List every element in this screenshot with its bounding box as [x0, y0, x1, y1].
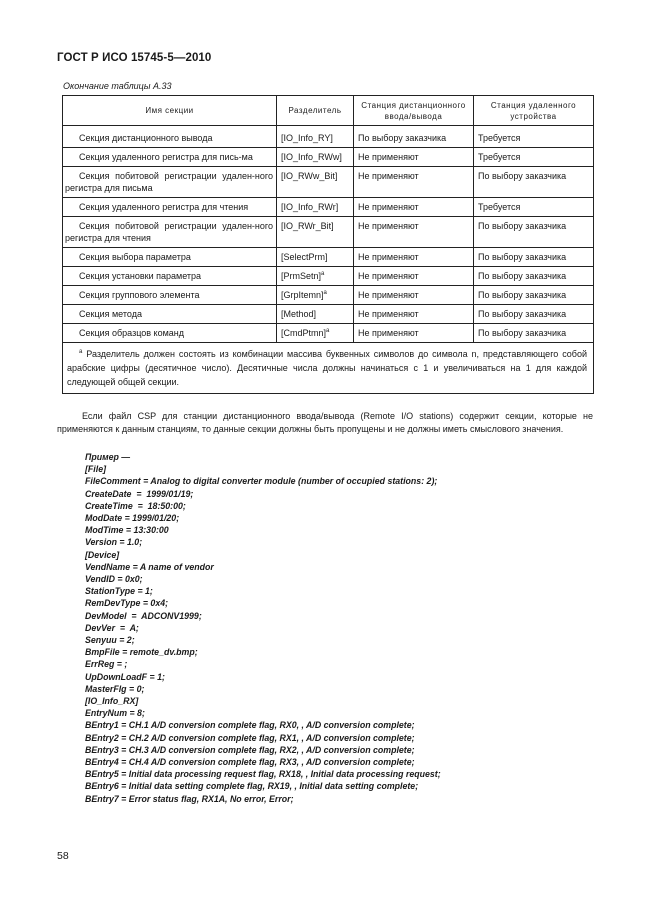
sections-table [62, 95, 594, 394]
column-header: Имя секции [63, 96, 277, 126]
table-caption: Окончание таблицы А.33 [63, 81, 172, 91]
code-line: BEntry7 = Error status flag, RX1A, No error, Error; [85, 793, 294, 804]
code-line: BEntry2 = CH.2 A/D conversion complete flag, RX1, , A/D conversion complete; [85, 732, 415, 743]
column-header: Станция удаленного устройства [474, 96, 594, 126]
remote-io-cell: По выбору заказчика [354, 126, 474, 148]
code-line: BEntry1 = CH.1 A/D conversion complete flag, RX0, , A/D conversion complete; [85, 720, 415, 731]
remote-io-cell: Не применяют [354, 324, 474, 343]
delimiter-cell: [IO_RWw_Bit] [277, 167, 354, 198]
delimiter-cell: [GrpItemn]$^a$ [277, 286, 354, 305]
table-row [63, 148, 594, 167]
code-line: Version = 1.0; [85, 537, 143, 548]
code-line: BEntry5 = Initial data processing request flag, RX18, , Initial data processing request; [85, 769, 441, 780]
code-line: ModTime = 13:30:00 [85, 525, 169, 536]
remote-io-cell: Не применяют [354, 305, 474, 324]
code-line: MasterFlg = 0; [85, 683, 145, 694]
code-line: BEntry4 = CH.4 A/D conversion complete flag, RX3, , A/D conversion complete; [85, 757, 415, 768]
table-row [63, 217, 594, 248]
section-name: Секция удаленного регистра для чтения [63, 198, 277, 217]
remote-device-cell: По выбору заказчика [474, 324, 594, 343]
code-line: ErrReg = ; [85, 659, 128, 670]
page-number: 58 [57, 850, 69, 862]
delimiter-cell: [IO_RWr_Bit] [277, 217, 354, 248]
table-row [63, 248, 594, 267]
table-row [63, 286, 594, 305]
footnote-text: Разделитель должен состоять из комбинации массива буквенных символов до символа n, представляющего собой арабские цифры (десятичное число). Десятичные числа должны начинаться с 1 и увеличиваться на 1 для каждой следующей общей секции. [67, 349, 587, 387]
remote-device-cell: По выбору заказчика [474, 286, 594, 305]
remote-io-cell: Не применяют [354, 148, 474, 167]
delimiter-cell: [IO_Info_RWr] [277, 198, 354, 217]
table-row [63, 126, 594, 148]
code-line: [IO_Info_RX] [85, 696, 139, 707]
remote-io-cell: Не применяют [354, 198, 474, 217]
section-name: Секция метода [63, 305, 277, 324]
section-name: Секция побитовой регистрации удален-ного регистра для чтения [63, 217, 277, 248]
table-footnote [63, 343, 594, 394]
remote-device-cell: Требуется [474, 148, 594, 167]
delimiter-cell: [PrmSetn]$^a$ [277, 267, 354, 286]
section-name: Секция дистанционного вывода [63, 126, 277, 148]
code-line: ModDate = 1999/01/20; [85, 513, 180, 524]
section-name: Секция побитовой регистрации удален-ного регистра для письма [63, 167, 277, 198]
section-name: Секция выбора параметра [63, 248, 277, 267]
code-line: UpDownLoadF = 1; [85, 671, 165, 682]
remote-io-cell: Не применяют [354, 267, 474, 286]
remote-device-cell: Требуется [474, 198, 594, 217]
code-line: [Device] [85, 549, 120, 560]
table-row [63, 198, 594, 217]
remote-device-cell: По выбору заказчика [474, 248, 594, 267]
code-example [85, 451, 595, 805]
code-line: [File] [85, 464, 107, 475]
code-line: Senyuu = 2; [85, 635, 135, 646]
section-name: Секция группового элемента [63, 286, 277, 305]
body-paragraph: Если файл CSP для станции дистанционного ввода/вывода (Remote I/O stations) содержит секции, которые не применяются к данным станциям, то данные секции должны быть пропущены и не должны иметь смыслового значения. [57, 411, 593, 434]
code-line: VendID = 0x0; [85, 574, 143, 585]
column-header: Разделитель [277, 96, 354, 126]
delimiter-cell: [SelectPrm] [277, 248, 354, 267]
code-line: BEntry3 = CH.3 A/D conversion complete flag, RX2, , A/D conversion complete; [85, 744, 415, 755]
table-row [63, 305, 594, 324]
delimiter-cell: [IO_Info_RY] [277, 126, 354, 148]
remote-io-cell: Не применяют [354, 167, 474, 198]
remote-device-cell: По выбору заказчика [474, 167, 594, 198]
standard-header: ГОСТ Р ИСО 15745-5—2010 [57, 52, 212, 64]
delimiter-cell: [IO_Info_RWw] [277, 148, 354, 167]
delimiter-cell: [CmdPtmn]$^a$ [277, 324, 354, 343]
section-name: Секция удаленного регистра для пись-ма [63, 148, 277, 167]
code-line: BmpFile = remote_dv.bmp; [85, 647, 198, 658]
code-line: EntryNum = 8; [85, 708, 145, 719]
remote-device-cell: По выбору заказчика [474, 305, 594, 324]
remote-device-cell: По выбору заказчика [474, 217, 594, 248]
code-line: RemDevType = 0x4; [85, 598, 169, 609]
remote-io-cell: Не применяют [354, 217, 474, 248]
code-line: VendName = A name of vendor [85, 561, 214, 572]
delimiter-cell: [Method] [277, 305, 354, 324]
table-footnote-row [63, 343, 594, 394]
table-row [63, 267, 594, 286]
code-line: FileComment = Analog to digital converter module (number of occupied stations: 2); [85, 476, 438, 487]
table-row [63, 324, 594, 343]
code-line: Пример — [85, 452, 131, 462]
section-name: Секция образцов команд [63, 324, 277, 343]
remote-device-cell: По выбору заказчика [474, 267, 594, 286]
remote-device-cell: Требуется [474, 126, 594, 148]
column-header: Станция дистанционного ввода/вывода [354, 96, 474, 126]
code-line: CreateDate = 1999/01/19; [85, 488, 194, 499]
code-line: DevModel = ADCONV1999; [85, 610, 202, 621]
code-line: BEntry6 = Initial data setting complete flag, RX19, , Initial data setting complete; [85, 781, 419, 792]
table-row [63, 167, 594, 198]
code-line: CreateTime = 18:50:00; [85, 500, 186, 511]
footnote-mark: a [79, 349, 83, 355]
remote-io-cell: Не применяют [354, 286, 474, 305]
code-line: StationType = 1; [85, 586, 153, 597]
code-line: DevVer = A; [85, 622, 139, 633]
section-name: Секция установки параметра [63, 267, 277, 286]
remote-io-cell: Не применяют [354, 248, 474, 267]
table-header-row [63, 96, 594, 126]
